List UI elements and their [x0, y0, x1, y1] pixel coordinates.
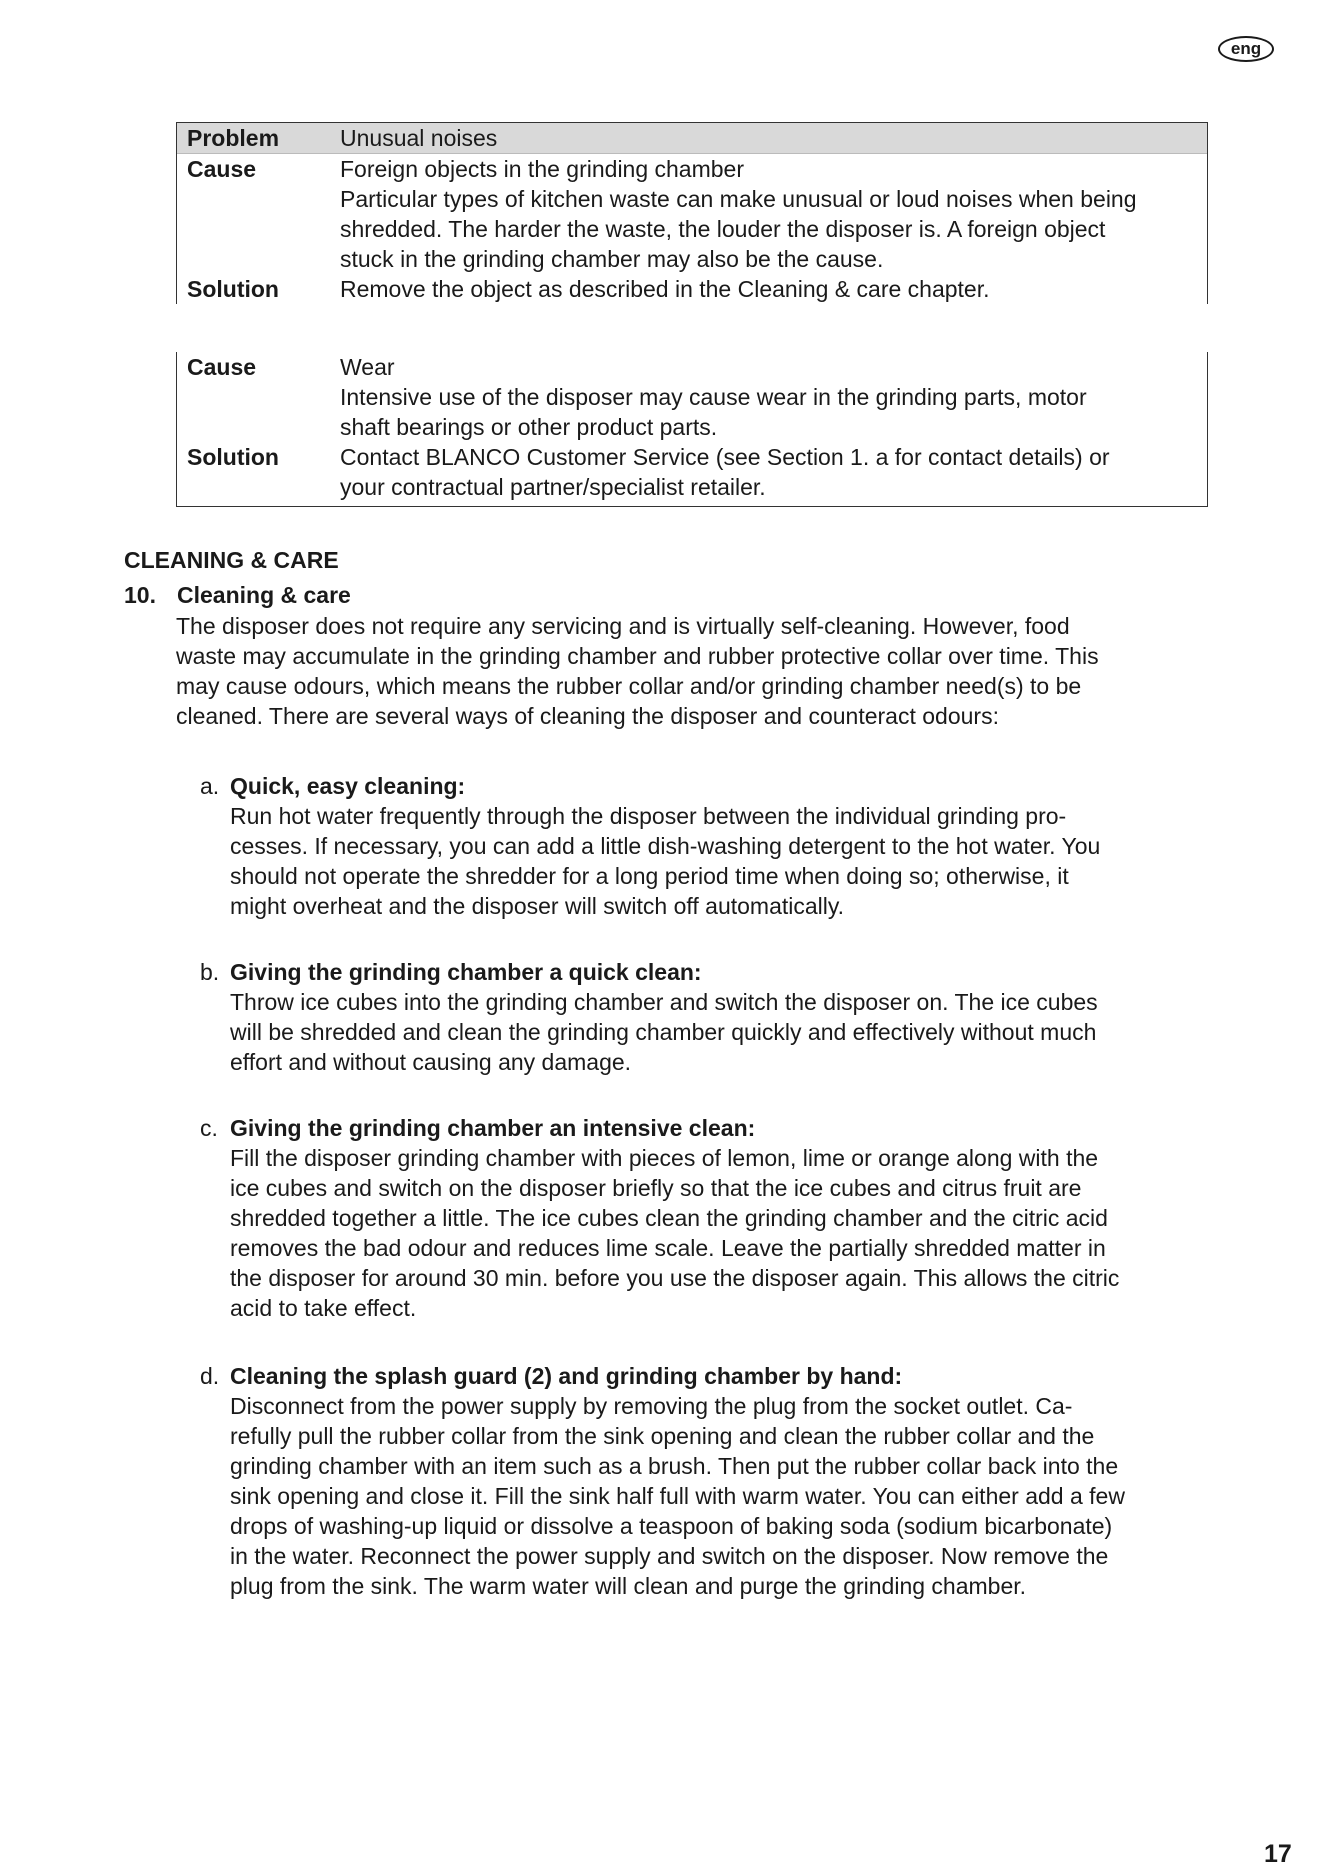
item-title: Giving the grinding chamber a quick clean: [230, 959, 702, 985]
item-line: shredded together a little. The ice cubes clean the grinding chamber and the citric acid [230, 1205, 1108, 1231]
chapter-number: 10. [124, 582, 156, 608]
item-marker: c. [200, 1115, 218, 1141]
cause-label: Cause [187, 156, 257, 182]
intro-line: may cause odours, which means the rubber collar and/or grinding chamber need(s) to be [176, 673, 1082, 699]
cause-line: Particular types of kitchen waste can make unusual or loud noises when being [340, 186, 1137, 212]
intro-line: The disposer does not require any servicing and is virtually self-cleaning. However, food [176, 613, 1070, 639]
item-title: Giving the grinding chamber an intensive clean: [230, 1115, 756, 1141]
chapter-heading [124, 580, 351, 610]
solution-text [340, 442, 1207, 502]
cause-label: Cause [187, 354, 257, 380]
item-line: might overheat and the disposer will switch off automatically. [230, 893, 845, 919]
cause-text [340, 154, 1207, 274]
solution-line: Contact BLANCO Customer Service (see Section 1. a for contact details) or [340, 444, 1110, 470]
cleaning-item-by-hand [200, 1361, 1210, 1601]
cause-line: shredded. The harder the waste, the louder the disposer is. A foreign object [340, 216, 1106, 242]
cause-line: Intensive use of the disposer may cause wear in the grinding parts, motor [340, 384, 1087, 410]
item-line: removes the bad odour and reduces lime scale. Leave the partially shredded matter in [230, 1235, 1106, 1261]
item-line: refully pull the rubber collar from the sink opening and clean the rubber collar and the [230, 1423, 1095, 1449]
cause-row [177, 352, 1207, 442]
solution-row [177, 274, 1207, 304]
solution-row [177, 442, 1207, 502]
cleaning-item-quick-clean [200, 957, 1210, 1077]
item-line: grinding chamber with an item such as a brush. Then put the rubber collar back into the [230, 1453, 1119, 1479]
item-title: Quick, easy cleaning: [230, 773, 466, 799]
item-marker: b. [200, 959, 220, 985]
troubleshooting-table-noises [176, 122, 1208, 304]
intro-line: waste may accumulate in the grinding chamber and rubber protective collar over time. This [176, 643, 1099, 669]
item-line: Fill the disposer grinding chamber with pieces of lemon, lime or orange along with the [230, 1145, 1099, 1171]
cleaning-item-quick [200, 771, 1210, 921]
solution-line: your contractual partner/specialist retailer. [340, 474, 766, 500]
item-line: in the water. Reconnect the power supply and switch on the disposer. Now remove the [230, 1543, 1109, 1569]
cause-line: stuck in the grinding chamber may also be the cause. [340, 246, 884, 272]
problem-text: Unusual noises [340, 125, 498, 151]
item-line: drops of washing-up liquid or dissolve a teaspoon of baking soda (sodium bicarbonate) [230, 1513, 1113, 1539]
item-line: ice cubes and switch on the disposer briefly so that the ice cubes and citrus fruit are [230, 1175, 1082, 1201]
item-line: sink opening and close it. Fill the sink half full with warm water. You can either add a few [230, 1483, 1125, 1509]
problem-row [177, 123, 1207, 154]
cause-row [177, 154, 1207, 274]
chapter-title: Cleaning & care [177, 582, 351, 608]
item-marker: d. [200, 1363, 220, 1389]
solution-label: Solution [187, 276, 279, 302]
problem-label: Problem [187, 125, 280, 151]
item-line: should not operate the shredder for a long period time when doing so; otherwise, it [230, 863, 1069, 889]
item-line: cesses. If necessary, you can add a little dish-washing detergent to the hot water. You [230, 833, 1101, 859]
item-marker: a. [200, 773, 220, 799]
item-line: will be shredded and clean the grinding chamber quickly and effectively without much [230, 1019, 1097, 1045]
solution-text [340, 274, 1207, 304]
item-line: Throw ice cubes into the grinding chamber and switch the disposer on. The ice cubes [230, 989, 1098, 1015]
cleaning-item-intensive-clean [200, 1113, 1210, 1323]
item-line: plug from the sink. The warm water will clean and purge the grinding chamber. [230, 1573, 1027, 1599]
page-number: 17 [1264, 1840, 1292, 1868]
item-line: the disposer for around 30 min. before you use the disposer again. This allows the citric [230, 1265, 1120, 1291]
item-title: Cleaning the splash guard (2) and grinding chamber by hand: [230, 1363, 903, 1389]
cause-line: shaft bearings or other product parts. [340, 414, 718, 440]
item-line: acid to take effect. [230, 1295, 417, 1321]
section-heading: CLEANING & CARE [124, 547, 339, 573]
item-line: Run hot water frequently through the disposer between the individual grinding pro- [230, 803, 1067, 829]
solution-label: Solution [187, 444, 279, 470]
cause-line: Foreign objects in the grinding chamber [340, 156, 745, 182]
chapter-intro [176, 611, 1206, 731]
solution-line: Remove the object as described in the Cleaning & care chapter. [340, 276, 990, 302]
troubleshooting-table-wear [176, 352, 1208, 507]
item-line: effort and without causing any damage. [230, 1049, 632, 1075]
intro-line: cleaned. There are several ways of cleaning the disposer and counteract odours: [176, 703, 999, 729]
cause-line: Wear [340, 354, 395, 380]
cause-text [340, 352, 1207, 442]
item-line: Disconnect from the power supply by removing the plug from the socket outlet. Ca- [230, 1393, 1073, 1419]
language-badge: eng [1218, 36, 1274, 62]
